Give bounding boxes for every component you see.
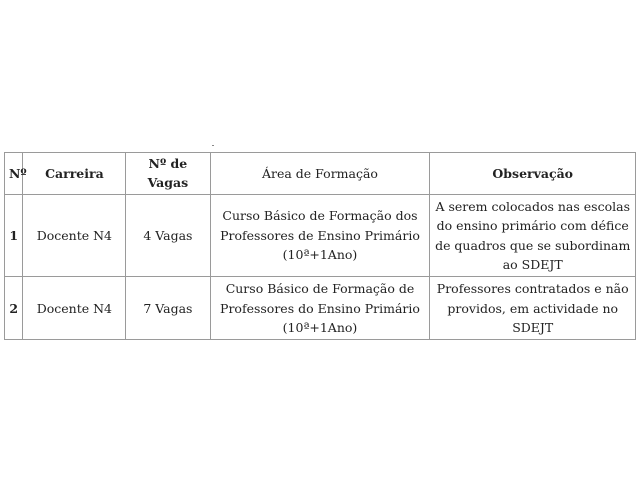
row-vagas: 4 Vagas: [126, 194, 210, 277]
row-number: 1: [5, 194, 23, 277]
row-observacao: A serem colocados nas escolas do ensino primário com défice de quadros que se subordinam ao SDEJT: [430, 194, 636, 277]
row-number: 2: [5, 277, 23, 340]
table-header-row: [5, 153, 636, 195]
table-row: [5, 277, 636, 340]
header-carreira: Carreira: [23, 153, 126, 195]
header-number: Nº: [5, 153, 23, 195]
row-carreira: Docente N4: [23, 194, 126, 277]
row-carreira: Docente N4: [23, 277, 126, 340]
vacancies-table: [4, 152, 636, 340]
header-vagas: Nº de Vagas: [126, 153, 210, 195]
table-row: [5, 194, 636, 277]
row-area-formacao: Curso Básico de Formação dos Professores de Ensino Primário (10ª+1Ano): [210, 194, 430, 277]
header-observacao: Observação: [430, 153, 636, 195]
row-observacao: Professores contratados e não providos, em actividade no SDEJT: [430, 277, 636, 340]
row-vagas: 7 Vagas: [126, 277, 210, 340]
stray-mark: [212, 145, 214, 146]
row-area-formacao: Curso Básico de Formação de Professores do Ensino Primário (10ª+1Ano): [210, 277, 430, 340]
header-area-formacao: Área de Formação: [210, 153, 430, 195]
